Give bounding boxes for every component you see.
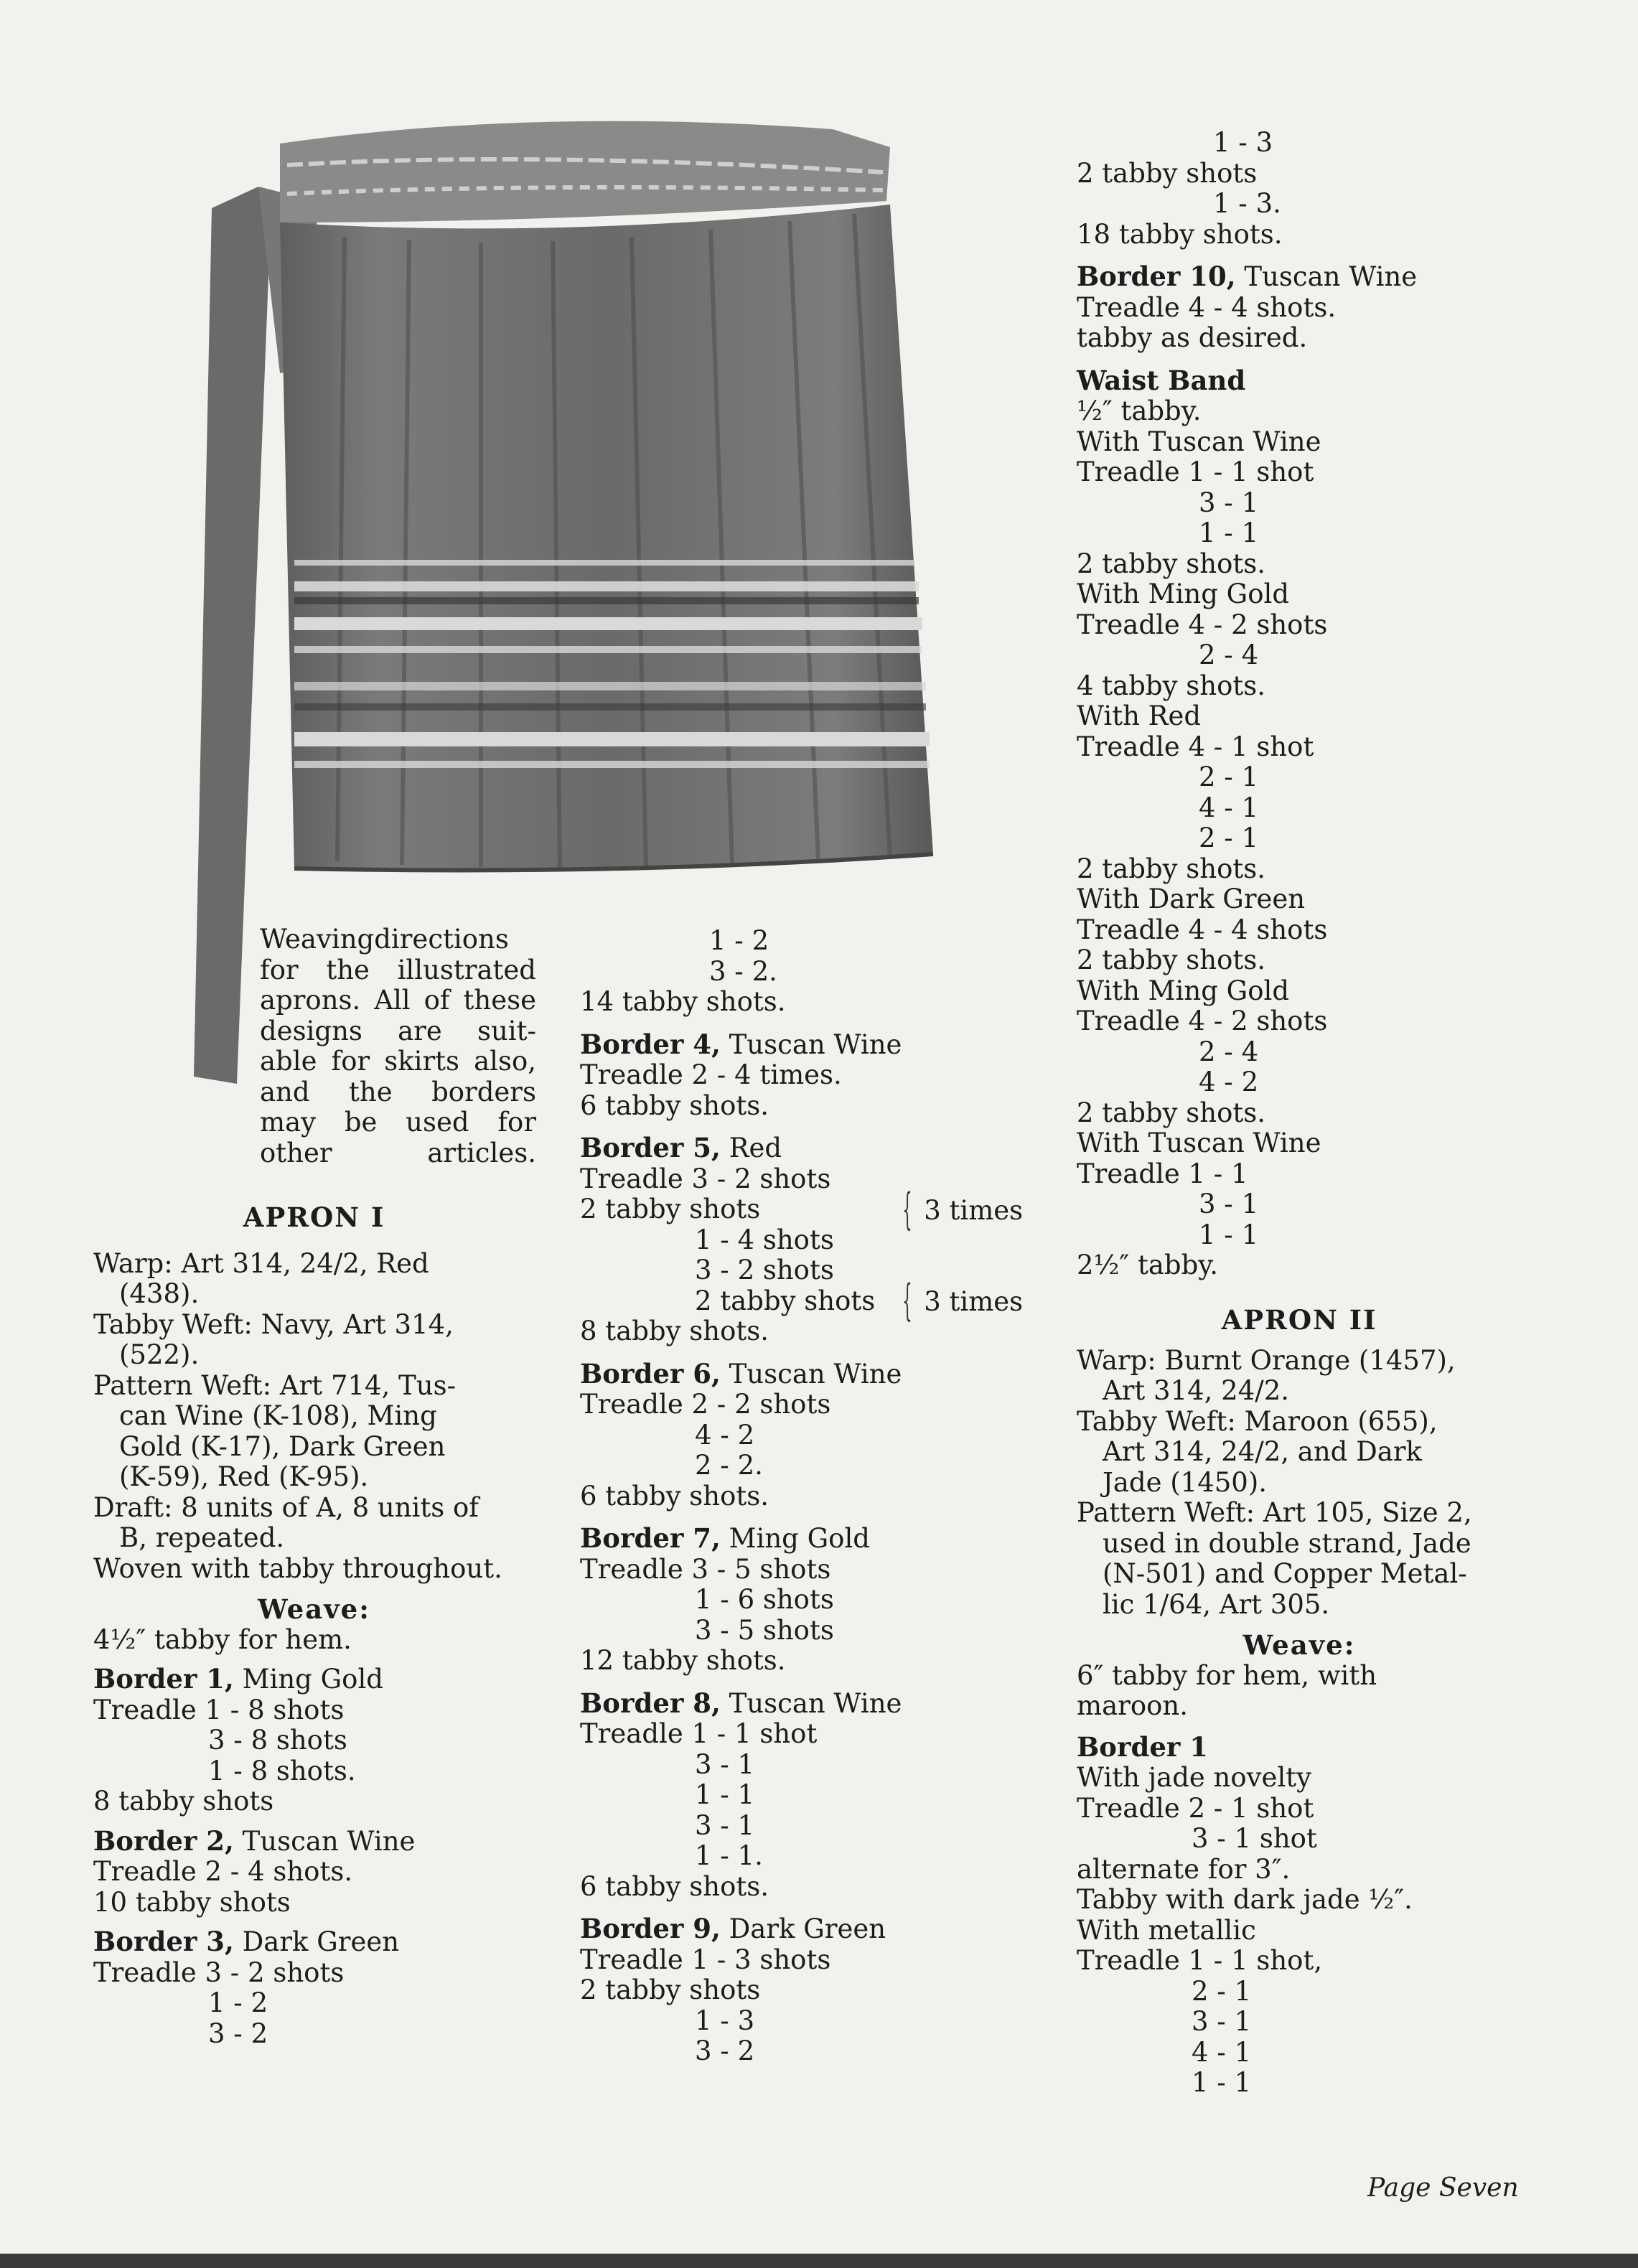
treadle-line: Treadle 2 - 1 shot [1077, 1792, 1314, 1824]
treadle-line: Treadle 3 - 2 shots [93, 1957, 345, 1988]
intro-line: able for skirts also, [260, 1046, 536, 1077]
waist-line: 4 tabby shots. [1077, 670, 1265, 701]
border-color: Dark Green [242, 1926, 400, 1957]
treadle-line: 1 - 8 shots. [208, 1755, 356, 1786]
border-label: Border 4, [580, 1028, 721, 1060]
border-color: Dark Green [729, 1913, 886, 1944]
intro-line: aprons. All of these [260, 985, 536, 1016]
spec-line: Warp: Art 314, 24/2, Red [93, 1247, 429, 1279]
border-color: Tuscan Wine [729, 1028, 902, 1060]
spec-line: Tabby Weft: Maroon (655), [1077, 1405, 1438, 1437]
border-color: Ming Gold [729, 1523, 870, 1554]
hem-line: 6″ tabby for hem, with [1077, 1659, 1377, 1691]
intro-line: designs are suit- [260, 1015, 536, 1046]
waist-line: 2 tabby shots. [1077, 945, 1265, 975]
border-label: Border 3, [93, 1926, 234, 1957]
tabby-line: 14 tabby shots. [580, 986, 786, 1017]
waist-line: Treadle 1 - 1 shot [1077, 456, 1314, 487]
treadle-line: 1 - 2 [208, 1987, 268, 2018]
tabby-line: 2 tabby shots [695, 1285, 876, 1316]
tabby-line: 8 tabby shots [93, 1786, 274, 1817]
border-color: Tuscan Wine [729, 1687, 902, 1719]
intro-line: for the illustrated [260, 954, 536, 985]
treadle-line: alternate for 3″. [1077, 1853, 1291, 1885]
spec-line: Pattern Weft: Art 105, Size 2, [1077, 1497, 1472, 1528]
waist-line: Treadle 4 - 2 shots [1077, 609, 1328, 640]
treadle-line: 4 - 1 [1192, 2036, 1252, 2068]
intro-line: other articles. [260, 1137, 536, 1168]
treadle-line: 3 - 1 [695, 1748, 755, 1780]
waist-line: ½″ tabby. [1077, 395, 1202, 426]
waist-line: 1 - 1 [1199, 1219, 1259, 1250]
spec-line: Tabby Weft: Navy, Art 314, [93, 1308, 454, 1340]
tabby-line: 8 tabby shots. [580, 1316, 769, 1346]
treadle-line: 2 - 1 [1192, 1975, 1252, 2007]
hem-line: 4½″ tabby for hem. [93, 1623, 352, 1655]
treadle-line: 1 - 1 [695, 1779, 755, 1810]
tabby-line: 18 tabby shots. [1077, 218, 1283, 250]
tabby-line: 6 tabby shots. [580, 1090, 769, 1121]
column-2 [580, 926, 1025, 2067]
treadle-line: 1 - 2 [709, 925, 769, 956]
border-4-title [580, 1029, 1025, 1061]
spec-line: Warp: Burnt Orange (1457), [1077, 1344, 1456, 1376]
border-1-title [1077, 1732, 1522, 1763]
spec-line: can Wine (K-108), Ming [119, 1400, 437, 1431]
column-3 [1077, 128, 1536, 1281]
border-8-title [580, 1688, 1025, 1720]
spec-line: Art 314, 24/2. [1103, 1375, 1290, 1406]
spec-line: B, repeated. [119, 1522, 285, 1553]
repeat-label: 3 times [924, 1286, 1024, 1317]
treadle-line: 1 - 1. [695, 1840, 763, 1871]
spec-line: Jade (1450). [1103, 1466, 1268, 1498]
tabby-line: 2 tabby shots [580, 1194, 761, 1224]
tabby-line: 10 tabby shots [93, 1886, 291, 1918]
repeat-brace-1 [894, 1184, 1023, 1234]
waist-line: Treadle 4 - 4 shots [1077, 914, 1328, 945]
intro-line: may be used for [260, 1107, 536, 1138]
border-color: Ming Gold [242, 1664, 383, 1695]
waist-line: 4 - 1 [1199, 792, 1259, 823]
treadle-line: Treadle 1 - 3 shots [580, 1944, 831, 1975]
border-color: Red [729, 1133, 782, 1163]
treadle-line: 3 - 2 [695, 2035, 755, 2066]
border-10-title [1077, 261, 1536, 293]
treadle-line: 3 - 2. [709, 955, 777, 987]
treadle-line: Treadle 1 - 8 shots [93, 1694, 345, 1725]
treadle-line: 1 - 6 shots [695, 1584, 834, 1615]
weave-heading: Weave: [258, 1593, 370, 1625]
border-label: Border 2, [93, 1824, 234, 1857]
border-6-title [580, 1359, 1025, 1390]
waist-line: Treadle 4 - 1 shot [1077, 731, 1314, 762]
tabby-line: tabby as desired. [1077, 322, 1308, 353]
border-label: Border 5, [580, 1132, 721, 1163]
intro-line: Weavingdirections [260, 924, 509, 955]
treadle-line: 3 - 1 [695, 1809, 755, 1841]
treadle-line: 3 - 8 shots [208, 1725, 347, 1756]
waist-line: 2 tabby shots. [1077, 548, 1265, 579]
border-label: Border 10, [1077, 261, 1236, 292]
waist-line: With Ming Gold [1077, 578, 1290, 609]
border-7-title [580, 1523, 1025, 1555]
waist-line: With Dark Green [1077, 884, 1306, 914]
treadle-line: Treadle 2 - 2 shots [580, 1389, 831, 1420]
border-3-title [93, 1926, 535, 1958]
spec-line: Draft: 8 units of A, 8 units of [93, 1491, 479, 1523]
waist-line: With Tuscan Wine [1077, 426, 1321, 457]
spec-line: used in double strand, Jade [1103, 1527, 1471, 1559]
treadle-line: Treadle 3 - 5 shots [580, 1553, 831, 1585]
treadle-line: 1 - 4 shots [695, 1224, 834, 1255]
waist-line: 3 - 1 [1199, 487, 1259, 518]
treadle-line: 2 - 2. [695, 1450, 763, 1481]
border-color: Tuscan Wine [729, 1358, 902, 1390]
waist-band-label: Waist Band [1077, 364, 1246, 396]
spec-line: lic 1/64, Art 305. [1103, 1588, 1330, 1620]
border-label: Border 6, [580, 1357, 721, 1390]
border-label: Border 1 [1077, 1730, 1208, 1763]
waist-line: 2 - 4 [1199, 639, 1259, 670]
treadle-line: Treadle 2 - 4 shots. [93, 1856, 353, 1887]
border-label: Border 1, [93, 1663, 234, 1695]
waist-line: 2 - 4 [1199, 1036, 1259, 1067]
brace-icon: { [902, 1275, 912, 1326]
treadle-line: 3 - 2 [208, 2018, 268, 2049]
border-color: Tuscan Wine [1244, 261, 1418, 292]
border-label: Border 8, [580, 1687, 721, 1719]
treadle-line: 1 - 3 [1213, 127, 1273, 158]
spec-line: Gold (K-17), Dark Green [119, 1430, 446, 1462]
waist-line: 2 tabby shots. [1077, 853, 1265, 884]
spec-line: Pattern Weft: Art 714, Tus- [93, 1369, 457, 1401]
border-color: Tuscan Wine [242, 1825, 416, 1857]
intro-line: and the borders [260, 1076, 536, 1107]
treadle-line: 4 - 2 [695, 1419, 755, 1451]
waist-line: 2 - 1 [1199, 762, 1259, 792]
treadle-line: 3 - 1 [1192, 2006, 1252, 2037]
apron-2-heading: APRON II [1221, 1304, 1377, 1336]
treadle-line: 1 - 3 [695, 2005, 755, 2036]
waist-line: With Red [1077, 700, 1202, 731]
treadle-line: 1 - 3. [1213, 188, 1281, 219]
treadle-line: With metallic [1077, 1914, 1256, 1946]
treadle-line: 3 - 1 shot [1192, 1823, 1317, 1854]
waist-line: Treadle 4 - 2 shots [1077, 1006, 1328, 1036]
border-9-title [580, 1913, 1025, 1945]
weave-heading: Weave: [1242, 1629, 1356, 1661]
waist-band-title [1077, 365, 1536, 397]
treadle-line: Treadle 1 - 1 shot, [1077, 1945, 1323, 1976]
page-number: Page Seven [1367, 2173, 1519, 2203]
treadle-line: Treadle 4 - 4 shots. [1077, 291, 1337, 323]
column-1 [93, 1202, 535, 2049]
treadle-line: 3 - 5 shots [695, 1614, 834, 1646]
waist-line: 3 - 1 [1199, 1189, 1259, 1219]
waist-line: 1 - 1 [1199, 517, 1259, 548]
spec-line: (N-501) and Copper Metal- [1103, 1558, 1467, 1589]
scan-edge [0, 2254, 1638, 2268]
repeat-label: 3 times [924, 1195, 1024, 1226]
spec-line: (K-59), Red (K-95). [119, 1461, 369, 1492]
waist-line: 4 - 2 [1199, 1067, 1259, 1097]
intro-paragraph [260, 924, 536, 1168]
waist-line: Treadle 1 - 1 [1077, 1158, 1248, 1189]
waist-line: 2 tabby shots. [1077, 1097, 1265, 1128]
tabby-line: 6 tabby shots. [580, 1480, 769, 1512]
hem-line: maroon. [1077, 1690, 1188, 1721]
border-2-title [93, 1826, 535, 1857]
border-1-title [93, 1664, 535, 1695]
treadle-line: With jade novelty [1077, 1762, 1312, 1793]
treadle-line: Treadle 1 - 1 shot [580, 1718, 818, 1749]
border-label: Border 9, [580, 1913, 721, 1944]
border-5-title [580, 1133, 1025, 1164]
waist-line: With Tuscan Wine [1077, 1128, 1321, 1158]
spec-line: (522). [119, 1339, 200, 1370]
spec-line: (438). [119, 1278, 200, 1309]
treadle-line: 3 - 2 shots [695, 1255, 834, 1285]
tabby-line: 6 tabby shots. [580, 1870, 769, 1902]
waist-line: With Ming Gold [1077, 975, 1290, 1006]
spec-line: Art 314, 24/2, and Dark [1103, 1436, 1422, 1467]
apron-1-heading: APRON I [243, 1201, 385, 1233]
waist-line: 2½″ tabby. [1077, 1250, 1219, 1280]
treadle-line: Treadle 3 - 2 shots [580, 1163, 831, 1194]
brace-icon: { [902, 1184, 912, 1234]
border-label: Border 7, [580, 1522, 721, 1554]
tabby-line: 2 tabby shots [1077, 157, 1258, 189]
tabby-line: 2 tabby shots [580, 1974, 761, 2005]
spec-line: Woven with tabby throughout. [93, 1552, 502, 1584]
treadle-line: Treadle 2 - 4 times. [580, 1059, 842, 1090]
waist-line: 2 - 1 [1199, 823, 1259, 853]
repeat-brace-2 [894, 1275, 1023, 1326]
treadle-line: 1 - 1 [1192, 2067, 1252, 2098]
treadle-line: Tabby with dark jade ½″. [1077, 1884, 1413, 1915]
tabby-line: 12 tabby shots. [580, 1645, 786, 1676]
apron-2-section [1077, 1305, 1522, 2099]
